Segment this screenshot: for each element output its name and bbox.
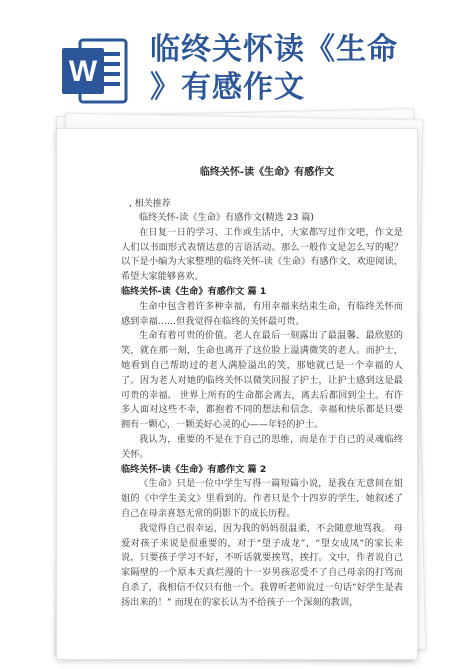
section1-heading: 临终关怀-读《生命》有感作文 篇 1 — [121, 285, 267, 297]
section1-paragraph: 生命有着可贵的价值。老人在最后一刻露出了最温馨、最欣慰的笑，就在那一刻，生命也离开了这位脸上溢满微笑的老人。而护士，她看到自己帮助过的老人满脸溢出的笑，那她就已是一个幸福的人了。因为老人对她的临终关怀以微笑回报了护士，让护士感到这是最可贵的幸福。 世界上所有的生命都会离去，离去后都回到尘土。有许多人面对这些不幸，都抱着不同的想法和信念。幸福和快乐都是只要拥有一颗心，一颗美好心灵的心——年轻的护士。 — [121, 330, 403, 431]
document-title: 临终关怀-读《生命》有感作文 — [199, 167, 335, 178]
word-document-icon — [58, 34, 132, 108]
related-label: , 相关推荐 — [129, 199, 171, 209]
document-subtitle: 临终关怀-读《生命》有感作文(精选 23 篇) — [139, 212, 315, 223]
section1-paragraph: 生命中包含着许多种幸福，有用幸福来结束生命，有临终关怀而感到幸福……但我觉得在临终的关怀最可贵。 — [121, 300, 403, 327]
section1-paragraph: 我认为，重要的不是在于自己的思维，而是在于自己的灵魂临终关怀。 — [121, 433, 403, 460]
section2-heading: 临终关怀-读《生命》有感作文 篇 2 — [121, 463, 267, 475]
related-label-text: 相关推荐 — [134, 199, 171, 209]
section2-paragraph: 我觉得自己很幸运，因为我的妈妈很温柔，不会随意地骂我。 母爱对孩子来说是很重要的，对于“望子成龙”，“望女成凤”的家长来说，只要孩子学习不好，不听话就要挨骂，挨打。文中，作者说自己家隔壁的一个原本天真烂漫的十一岁男孩忍受不了自己母亲的打骂而自杀了，我相信不仅只有他一个。我曾听老师说过一句话“好学生是表扬出来的！” 而现在的家长认为不给孩子一个深刻的教训， — [121, 522, 403, 608]
banner-title-line2: 》有感作文 — [150, 70, 305, 105]
document-body — [121, 163, 403, 611]
banner-title-line1: 临终关怀读《生命 — [150, 32, 398, 67]
document-page — [56, 128, 418, 660]
word-icon-letter: W — [68, 55, 98, 88]
section2-paragraph: 《生命》只是一位中学生写得一篇短篇小说，是我在无意间在姐姐的《中学生美文》里看到的。作者只是个十四岁的学生，她叙述了自己在母亲喜怒无常的阴影下的成长历程。 — [121, 478, 403, 519]
intro-paragraph: 在日复一日的学习、工作或生活中，大家都写过作文吧，作文是人们以书面形式表情达意的言语活动。那么一般作文是怎么写的呢？以下是小编为大家整理的临终关怀-读《生命》有感作文，欢迎阅读，希望大家能够喜欢。 — [121, 226, 403, 283]
